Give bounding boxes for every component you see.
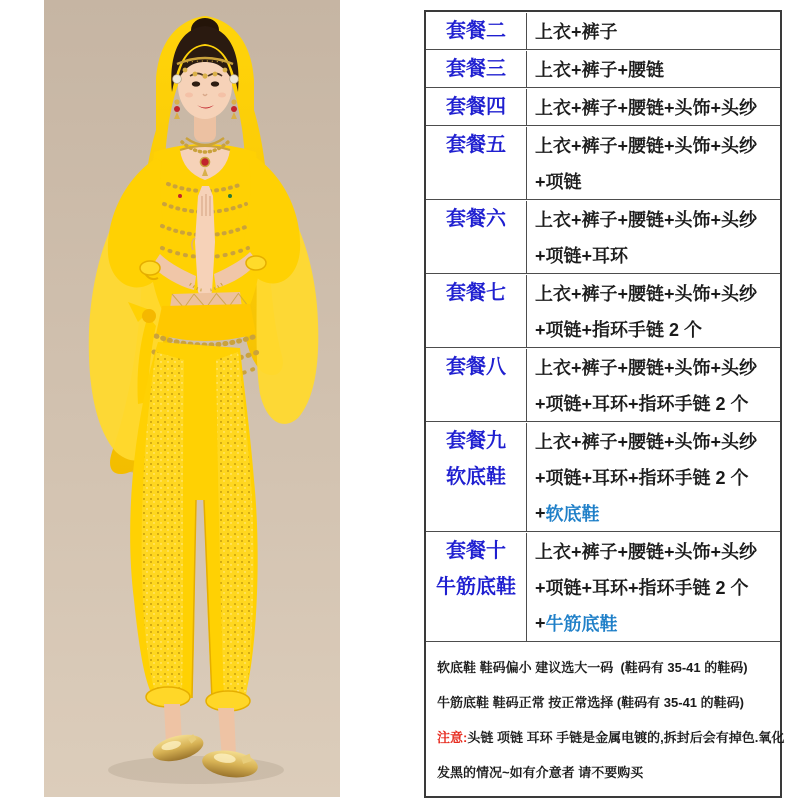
product-photo (44, 0, 340, 797)
package-row (426, 88, 780, 126)
package-row (426, 422, 780, 532)
package-contents: 上衣+裤子+腰链+头饰+头纱 +项链+耳环+指环手链 2 个 + 软底鞋 (535, 432, 758, 524)
package-name: 套餐七 (426, 275, 527, 347)
note-warning (437, 720, 785, 755)
package-name: 套餐六 (426, 201, 527, 273)
package-contents: 上衣+裤子+腰链+头饰+头纱 +项链+指环手链 2 个 (535, 284, 758, 340)
package-row (426, 348, 780, 422)
note-tendon-sole: 牛筋底鞋 鞋码正常 按正常选择 (鞋码有 35-41 的鞋码) (437, 695, 744, 710)
note-warning-continued: 发黑的情况~如有介意者 请不要购买 (437, 765, 644, 780)
package-contents: 上衣+裤子+腰链+头饰+头纱 (535, 98, 758, 118)
package-contents: 上衣+裤子+腰链+头饰+头纱 +项链+耳环+指环手链 2 个 (535, 358, 758, 414)
packages-table-rows (426, 12, 780, 642)
packages-table (424, 10, 785, 798)
package-contents: 上衣+裤子+腰链 (535, 60, 665, 80)
package-name: 套餐四 (426, 89, 527, 125)
size-notes (426, 642, 785, 796)
model-illustration (44, 0, 340, 797)
package-row (426, 200, 780, 274)
warning-text: 头链 项链 耳环 手链是金属电镀的,拆封后会有掉色.氧化 (467, 730, 785, 745)
package-name: 套餐八 (426, 349, 527, 421)
package-name: 套餐五 (426, 127, 527, 199)
package-contents: 上衣+裤子+腰链+头饰+头纱 +项链+耳环 (535, 210, 758, 266)
package-name: 套餐十 牛筋底鞋 (426, 533, 527, 641)
package-row (426, 274, 780, 348)
warning-label: 注意: (437, 730, 468, 745)
package-row (426, 50, 780, 88)
package-contents: 上衣+裤子+腰链+头饰+头纱 +项链+耳环+指环手链 2 个 + 牛筋底鞋 (535, 542, 758, 634)
package-contents: 上衣+裤子 (535, 22, 618, 42)
package-name: 套餐三 (426, 51, 527, 87)
note-soft-sole: 软底鞋 鞋码偏小 建议选大一码 (鞋码有 35-41 的鞋码) (437, 660, 748, 675)
floor-shadow (108, 756, 284, 784)
package-name: 套餐二 (426, 13, 527, 49)
package-row (426, 126, 780, 200)
package-row (426, 532, 780, 642)
package-contents: 上衣+裤子+腰链+头饰+头纱 +项链 (535, 136, 758, 192)
package-name: 套餐九 软底鞋 (426, 423, 527, 531)
package-row (426, 12, 780, 50)
